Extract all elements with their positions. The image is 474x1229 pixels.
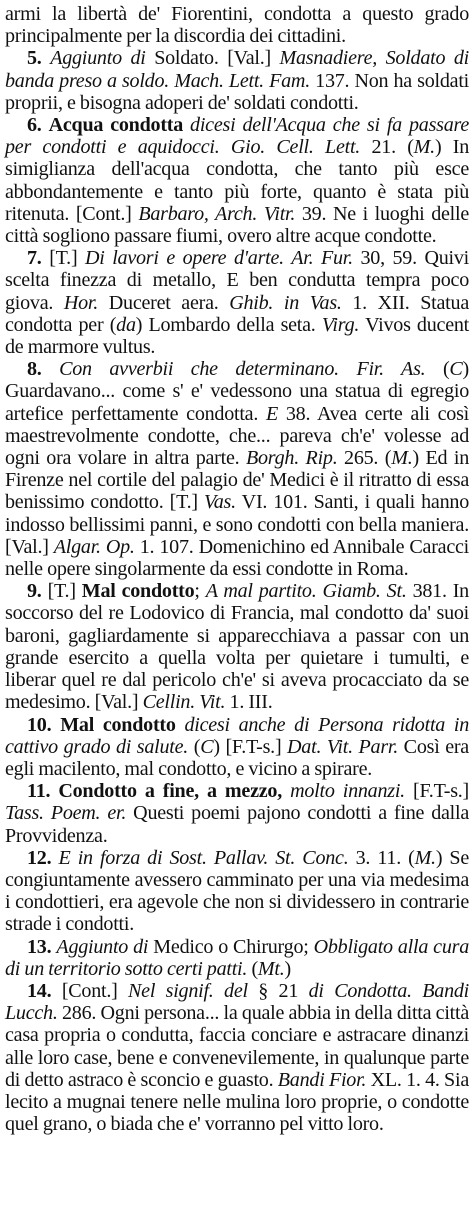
dictionary-entry: [5, 114, 469, 247]
entry-headword: Condotto a fine, a mezzo,: [58, 780, 282, 803]
dictionary-entry: [5, 358, 469, 580]
entry-italic-text: di Condotta. Bandi Lucch.: [5, 979, 469, 1025]
entry-text: ): [284, 957, 291, 980]
entry-text: (: [247, 957, 258, 980]
entry-italic-text: Aggiunto di: [50, 47, 146, 70]
entry-text: [51, 714, 60, 736]
dictionary-entry: [5, 780, 469, 847]
entry-text: Medico o Chirurgo;: [148, 935, 314, 958]
entry-italic-text: Nel signif. del: [128, 979, 248, 1002]
entry-italic-text: Dat. Vit. Parr.: [287, 735, 399, 758]
entry-italic-text: E in forza di Sost. Pallav. St. Conc.: [58, 846, 349, 869]
entry-italic-text: Borgh. Rip.: [245, 447, 338, 470]
entry-headword: Mal condotto: [60, 713, 176, 736]
entry-italic-text: Ghib. in Vas.: [229, 291, 342, 314]
entry-text: 286. Ogni persona... la quale abbia in della ditta città casa propria o condutta, faccia conciare e astracare dinanzi alle loro case, bene e convenevilemente, in qualunque parte di detto astraco è sconcio e guasto.: [5, 1002, 469, 1091]
entry-text: Così era egli macilento, mal condotto, e vicino a spirare.: [5, 735, 469, 780]
entry-number: 10.: [27, 713, 52, 736]
entry-italic-text: Barbaro, Arch. Vitr.: [138, 202, 296, 225]
entry-text: armi la libertà de' Fiorentini, condotta a questo grado principalmente per la discordia dei cittadini.: [5, 3, 469, 48]
dictionary-entry: [5, 980, 469, 1135]
entry-text: [F.T-s.]: [404, 780, 469, 803]
entry-italic-text: molto innanzi.: [290, 780, 405, 803]
entry-number: 8.: [27, 358, 42, 381]
dictionary-page: [5, 3, 469, 1135]
entry-text: 137. Non ha soldati proprii, e bisogna adoperi de' soldati condotti.: [5, 69, 469, 114]
entry-italic-text: Bandi Fior.: [277, 1068, 367, 1091]
entry-italic-text: Algar. Op.: [53, 535, 135, 558]
dictionary-entry: [5, 580, 469, 713]
entry-text: ) In simiglianza dell'acqua condotta, che tanto più esce abbondantemente e tanto più forte, quanto è stata più ritenuta. [Cont.]: [5, 136, 470, 225]
dictionary-entry: [5, 714, 469, 781]
entry-text: [Cont.]: [51, 979, 129, 1002]
entry-text: [282, 780, 290, 802]
entry-text: ) [F.T-s.]: [213, 735, 288, 758]
dictionary-entry: [5, 3, 469, 47]
entry-italic-text: Tass. Poem. er.: [5, 802, 127, 825]
entry-text: 1. 107. Domenichino ed Annibale Caracci nelle opere singolarmente da essi condotte in Roma.: [5, 535, 469, 581]
entry-italic-text: Mt.: [257, 957, 285, 980]
dictionary-entry: [5, 847, 469, 936]
entry-text: 38. Avea certe ali così maestrevolmente condotte, che... pareva ch'e' volesse ad ogni ora volare in altra parte.: [5, 402, 469, 470]
entry-italic-text: Aggiunto di: [56, 935, 149, 958]
entry-italic-text: Di lavori e opere d'arte. Ar. Fur.: [85, 247, 353, 270]
entry-italic-text: C: [449, 358, 463, 381]
entry-text: ) Se congiuntamente avessero camminato per una via medesima i condottieri, era agevole che non si dividessero in contrarie strade i condotti.: [5, 846, 470, 936]
entry-text: 3. 11. (: [348, 846, 415, 869]
entry-number: 12.: [27, 846, 52, 869]
entry-italic-text: M.: [414, 846, 436, 869]
entry-text: § 21: [247, 979, 309, 1002]
entry-text: ) Guardavano... come s' e' vedessono una statua di egregio artefice perfettamente condotta.: [5, 358, 469, 425]
entry-italic-text: dicesi anche di Persona ridotta in cattivo grado di salute.: [5, 713, 470, 758]
entry-italic-text: Vas.: [203, 491, 236, 514]
entry-number: 6.: [27, 114, 42, 137]
entry-italic-text: M.: [413, 136, 435, 159]
entry-text: 381. In soccorso del re Lodovico di Francia, mal condotto da' suoi baroni, gagliardamente si apparecchiava a passar con un grande esercito a quella volta per quietare i tumulti, e liberar quel re dal pericolo ch'e' si aveva procacciato da se medesimo. [Val.]: [5, 580, 469, 714]
entry-italic-text: Cellin. Vit.: [142, 691, 226, 714]
entry-italic-text: Virg.: [321, 313, 360, 336]
entry-text: 30, 59. Quivi scelta finezza di metallo, E ben condutta tempra poco giova.: [5, 247, 469, 314]
entry-text: Soldato. [Val.]: [145, 47, 280, 70]
entry-text: [T.]: [41, 580, 82, 603]
entry-italic-text: Masnadiere, Soldato di banda preso a soldo. Mach. Lett. Fam.: [5, 47, 470, 92]
entry-text: 39. Ne i luoghi delle città sogliono passare fiumi, overo altre acque condotte.: [5, 202, 469, 248]
entry-text: [T.]: [41, 247, 85, 270]
entry-number: 7.: [27, 247, 42, 270]
entry-text: 265. (: [337, 447, 392, 470]
entry-text: ;: [194, 580, 206, 603]
dictionary-entry: [5, 247, 469, 358]
entry-italic-text: Obbligato alla cura di un territorio sotto certi patti.: [5, 935, 470, 980]
entry-text: [42, 114, 49, 136]
entry-text: [51, 847, 58, 869]
entry-number: 14.: [27, 979, 52, 1002]
entry-number: 5.: [27, 47, 42, 70]
entry-italic-text: dicesi dell'Acqua che si fa passare per condotti e aquidocci. Gio. Cell. Lett.: [5, 114, 469, 159]
entry-italic-text: E: [265, 402, 279, 425]
entry-text: Questi poemi pajono condotti a fine dalla Provvidenza.: [5, 802, 469, 847]
entry-italic-text: M.: [391, 447, 413, 470]
entry-text: XL. 1. 4. Sia lecito a mugnai tenere nelle mulina loro proprie, o condotte quel grano, o biada che e' vorranno pel vitto loro.: [5, 1068, 469, 1136]
entry-headword: Mal condotto: [81, 580, 195, 603]
entry-text: 1. XII. Statua condotta per (: [5, 291, 469, 336]
entry-headword: Acqua condotta: [48, 114, 184, 137]
entry-text: ) Lombardo della seta.: [135, 313, 322, 336]
dictionary-entry: [5, 47, 469, 114]
entry-text: [42, 47, 51, 69]
entry-text: 21. (: [360, 136, 414, 159]
entry-italic-text: da: [116, 313, 136, 336]
entry-number: 9.: [27, 580, 42, 603]
dictionary-entry: [5, 936, 469, 980]
entry-text: ) Ed in Firenze nel cortile del palagio de' Medici è il ritratto di essa benissimo condotto. [T.]: [5, 447, 469, 514]
entry-text: Vivos ducent de marmore vultus.: [5, 313, 469, 359]
entry-text: (: [425, 358, 450, 381]
entry-italic-text: C: [200, 735, 214, 758]
entry-text: [42, 358, 60, 380]
entry-text: VI. 101. Santi, i quali hanno indosso bellissimi panni, e sono condotti con bella maniera. [Val.]: [5, 491, 469, 558]
entry-text: (: [188, 735, 201, 758]
entry-text: Duceret aera.: [98, 291, 230, 314]
entry-text: 1. III.: [225, 691, 273, 714]
entry-number: 13.: [27, 935, 52, 958]
entry-number: 11.: [27, 780, 51, 803]
entry-text: [183, 114, 190, 136]
entry-italic-text: Con avverbii che determinano. Fir. As.: [59, 358, 426, 381]
entry-italic-text: Hor.: [63, 291, 99, 314]
entry-italic-text: A mal partito. Giamb. St.: [205, 580, 407, 603]
